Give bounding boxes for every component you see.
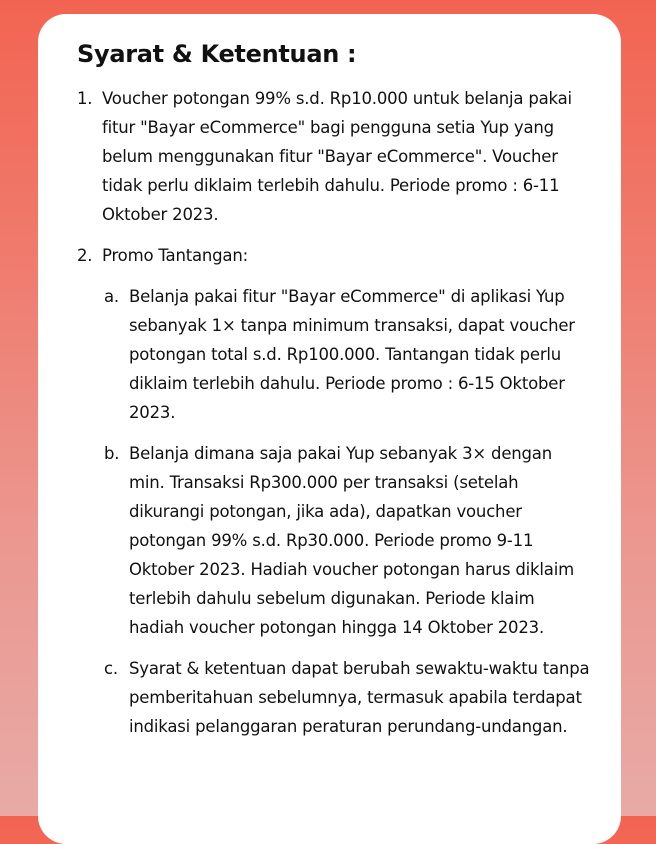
item-number: 2.	[77, 246, 93, 265]
item-number: 1.	[77, 89, 93, 108]
terms-title: Syarat & Ketentuan :	[77, 40, 357, 68]
terms-subitem-b	[104, 439, 591, 642]
subitem-letter: b.	[104, 444, 120, 463]
terms-item-1	[77, 84, 591, 229]
terms-item-2	[77, 241, 591, 270]
item-text: Promo Tantangan:	[102, 246, 248, 265]
subitem-text: Syarat & ketentuan dapat berubah sewaktu-waktu tanpa pemberitahuan sebelumnya, termasuk apabila terdapat indikasi pelanggaran peraturan perundang-undangan.	[129, 659, 590, 736]
terms-subitem-a	[104, 282, 591, 427]
item-text: Voucher potongan 99% s.d. Rp10.000 untuk belanja pakai fitur "Bayar eCommerce" bagi pengguna setia Yup yang belum menggunakan fitur "Bayar eCommerce". Voucher tidak perlu diklaim terlebih dahulu. Periode promo : 6-11 Oktober 2023.	[102, 89, 572, 224]
subitem-letter: c.	[104, 659, 118, 678]
subitem-text: Belanja dimana saja pakai Yup sebanyak 3× dengan min. Transaksi Rp300.000 per transaksi (setelah dikurangi potongan, jika ada), dapatkan voucher potongan 99% s.d. Rp30.000. Periode promo 9-11 Oktober 2023. Hadiah voucher potongan harus diklaim terlebih dahulu sebelum digunakan. Periode klaim hadiah voucher potongan hingga 14 Oktober 2023.	[129, 444, 574, 637]
subitem-text: Belanja pakai fitur "Bayar eCommerce" di aplikasi Yup sebanyak 1× tanpa minimum transaksi, dapat voucher potongan total s.d. Rp100.000. Tantangan tidak perlu diklaim terlebih dahulu. Periode promo : 6-15 Oktober 2023.	[129, 287, 575, 422]
terms-card	[38, 14, 621, 844]
subitem-letter: a.	[104, 287, 119, 306]
terms-subitem-c	[104, 654, 591, 741]
